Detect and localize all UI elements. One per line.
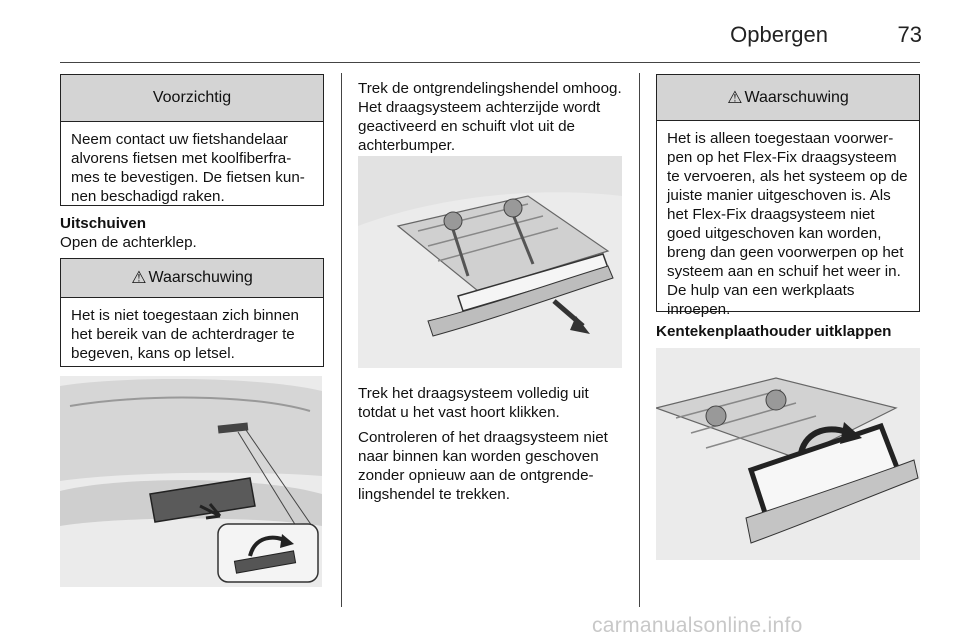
warning-triangle-icon: ⚠ — [727, 87, 743, 107]
warning-triangle-icon: ⚠ — [131, 268, 147, 287]
caution-box — [60, 74, 324, 206]
paragraph-pull-lever: Trek de ontgrendelingshendel omhoog. Het draagsysteem achterzijde wordt geactiveerd en schuift vlot uit de achterbumper. — [358, 80, 622, 154]
column-divider-1 — [341, 73, 342, 607]
figure-carrier-extending — [358, 156, 622, 368]
figure-license-plate-holder — [656, 348, 920, 560]
watermark: carmanualsonline.info — [592, 614, 803, 637]
column-divider-2 — [639, 73, 640, 607]
header-divider — [60, 62, 920, 63]
instruction-open-tailgate: Open de achterklep. — [60, 234, 197, 251]
paragraph-check-locked: Controleren of het draagsysteem niet naar binnen kan worden geschoven zonder opnieuw aan de ontgrendelingshendel te trekken. — [358, 429, 608, 503]
figure-tailgate-release-lever — [60, 376, 322, 587]
warning-title: Waarschuwing — [744, 88, 849, 106]
warning-box-2 — [656, 74, 920, 318]
caution-title: Voorzichtig — [152, 89, 232, 106]
section-heading-extend: Uitschuiven — [60, 215, 147, 232]
page-number: 73 — [897, 22, 922, 47]
paragraph-pull-fully: Trek het draagsysteem volledig uit totdat u het vast hoort klikken. — [358, 385, 589, 421]
caution-box-header — [61, 75, 323, 122]
page-title: Opbergen — [730, 22, 828, 47]
warning-box-1-header — [61, 259, 323, 298]
warning-box-2-header — [657, 75, 919, 121]
warning-title: Waarschuwing — [148, 269, 253, 286]
warning-box-1 — [60, 258, 324, 367]
section-heading-license-plate: Kentekenplaathouder uitklappen — [656, 323, 892, 340]
warning-text: Het is niet toegestaan zich binnen het bereik van de achterdrager te begeven, kans op letsel. — [71, 307, 299, 362]
warning-text: Het is alleen toegestaan voorwerpen op het Flex-Fix draagsysteem te vervoeren, als het systeem op de juiste manier uitgeschoven is. Als het Flex-Fix draagsysteem niet goed uitgeschoven kan worden, breng dan geen voorwerpen op het systeem aan en schuif het weer in. De hulp van een werkplaats inroepen. — [667, 130, 908, 318]
caution-text: Neem contact uw fietshandelaar alvorens fietsen met koolfiberframes te bevestigen. De fietsen kunnen beschadigd raken. — [71, 131, 305, 205]
